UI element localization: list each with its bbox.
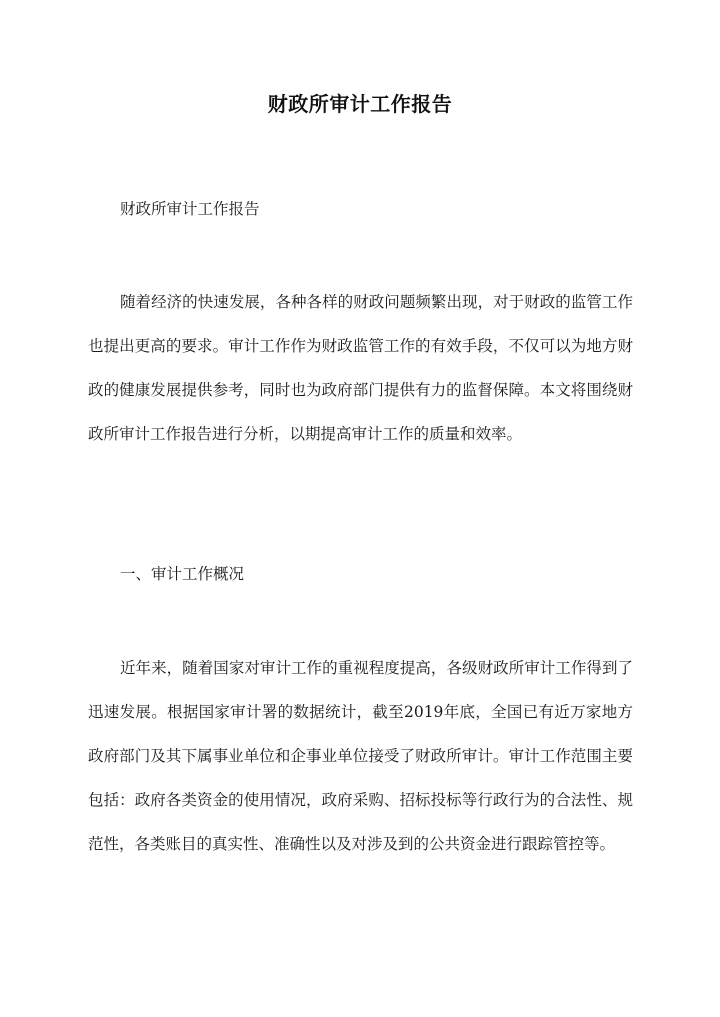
paragraph-intro: 随着经济的快速发展，各种各样的财政问题频繁出现，对于财政的监管工作也提出更高的要求。审计工作作为财政监管工作的有效手段，不仅可以为地方财政的健康发展提供参考，同时也为政府部门提供有力的监督保障。本文将围绕财政所审计工作报告进行分析，以期提高审计工作的质量和效率。 [88,293,633,443]
paragraph-overview: 近年来，随着国家对审计工作的重视程度提高，各级财政所审计工作得到了迅速发展。根据国家审计署的数据统计，截至2019年底，全国已有近万家地方政府部门及其下属事业单位和企事业单位接受了财政所审计。审计工作范围主要包括：政府各类资金的使用情况，政府采购、招标投标等行政行为的合法性、规范性，各类账目的真实性、准确性以及对涉及到的公共资金进行跟踪管控等。 [88,659,633,853]
document-title: 财政所审计工作报告 [267,92,453,116]
section-heading-overview: 一、审计工作概况 [120,565,245,583]
document-subtitle: 财政所审计工作报告 [120,200,260,218]
